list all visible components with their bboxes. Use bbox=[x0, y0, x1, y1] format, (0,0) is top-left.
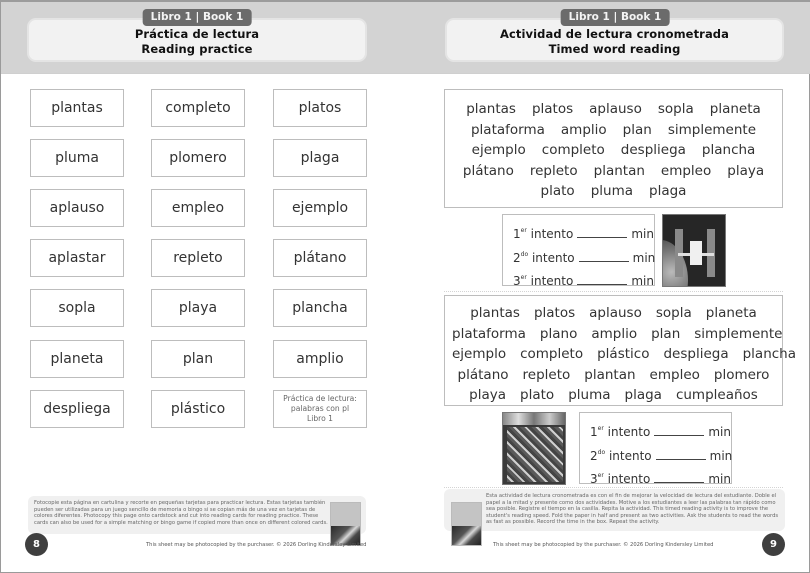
attempt-ordinal: er bbox=[597, 425, 604, 432]
attempt-number: 3 bbox=[513, 274, 521, 288]
attempt-label: intento bbox=[531, 250, 575, 265]
word-card: repleto bbox=[151, 239, 245, 277]
word: plaga bbox=[649, 183, 687, 199]
word-card: pluma bbox=[30, 139, 124, 177]
book-tab: Libro 1 | Book 1 bbox=[561, 9, 670, 26]
word: despliega bbox=[620, 142, 686, 158]
word: simplemente bbox=[667, 121, 756, 138]
attempt-unit: min bbox=[631, 227, 654, 241]
word-line bbox=[445, 120, 782, 141]
word: platos bbox=[531, 101, 574, 117]
attempt-row bbox=[590, 419, 731, 443]
left-page bbox=[1, 2, 406, 573]
copyright-notice: This sheet may be photocopied by the purchaser. © 2026 Dorling Kindersley Limited bbox=[493, 542, 714, 548]
word-card: empleo bbox=[151, 189, 245, 227]
attempt-ordinal: er bbox=[520, 274, 527, 281]
book-cover-thumbnail bbox=[330, 502, 361, 546]
word-card: ejemplo bbox=[273, 189, 367, 227]
time-blank[interactable] bbox=[577, 275, 627, 285]
word-card: platos bbox=[273, 89, 367, 127]
attempt-number: 2 bbox=[590, 448, 598, 463]
attempt-row bbox=[513, 268, 654, 292]
timed-word-block-2 bbox=[444, 295, 797, 406]
timed-word-block-1 bbox=[444, 89, 783, 208]
book-tab: Libro 1 | Book 1 bbox=[143, 9, 252, 26]
time-blank[interactable] bbox=[656, 450, 706, 460]
fold-line bbox=[444, 291, 783, 292]
instructions-text: Esta actividad de lectura cronometrada es con el fin de mejorar la velocidad de lectura del estudiante. Doble el papel a la mitad y presente como dos actividades. Motive a los estudiantes a leer las palabras tan rápido como sea posible. Registre el tiempo en la casilla. Repita la actividad. This timed reading activity is to improve the student's reading speed. Fold the paper in half and present as two activities. Ask the students to read the words as fast as possible. Record the time in the box. Repeat the activity. bbox=[486, 493, 779, 526]
word: playa bbox=[469, 387, 507, 403]
attempt-label: intento bbox=[607, 425, 651, 439]
word-line bbox=[445, 344, 797, 365]
page-title-en: Timed word reading bbox=[548, 42, 681, 56]
word: plano bbox=[539, 325, 578, 342]
word: simplemente bbox=[694, 325, 783, 342]
right-page bbox=[406, 2, 810, 573]
word: plan bbox=[622, 121, 652, 138]
page-title-en: Reading practice bbox=[141, 42, 253, 56]
attempt-unit: min bbox=[709, 448, 733, 463]
instructions-text: Fotocopie esta página en cartulina y recorte en pequeñas tarjetas para practicar lectura. Estas tarjetas también pueden ser utilizadas para un juego sencillo de memoria o bingo si se copian más de una vez en tarjetas de colores diferentes. Photocopy this page onto cardstock and cut into reading cards for reading practice. These cards can also be used for a simple matching or bingo game if copied more than once on different colored cards. bbox=[34, 500, 328, 526]
word: pluma bbox=[568, 387, 611, 403]
word: repleto bbox=[529, 162, 578, 179]
word: plantas bbox=[466, 101, 516, 117]
word: repleto bbox=[522, 366, 571, 383]
word-line bbox=[445, 99, 782, 120]
attempt-row bbox=[590, 443, 731, 467]
time-blank[interactable] bbox=[579, 252, 629, 262]
page-number: 9 bbox=[762, 533, 785, 556]
attempt-ordinal: er bbox=[597, 472, 604, 479]
word: plataforma bbox=[470, 121, 545, 138]
label-card-line: palabras con pl bbox=[290, 404, 350, 413]
attempt-ordinal: do bbox=[520, 250, 529, 258]
word: playa bbox=[727, 162, 765, 179]
word: empleo bbox=[660, 162, 712, 179]
word: plantan bbox=[593, 162, 645, 179]
instructions-box bbox=[444, 489, 785, 531]
word: completo bbox=[541, 142, 605, 158]
attempt-number: 1 bbox=[590, 425, 598, 439]
attempt-unit: min bbox=[632, 250, 656, 265]
word: plancha bbox=[742, 346, 797, 362]
word-card: plan bbox=[151, 340, 245, 378]
word-line bbox=[445, 324, 782, 345]
word: plátano bbox=[462, 162, 514, 179]
attempt-row bbox=[513, 245, 654, 269]
word: planeta bbox=[705, 305, 757, 321]
word-card: completo bbox=[151, 89, 245, 127]
attempt-label: intento bbox=[608, 448, 652, 463]
word: completo bbox=[520, 346, 584, 362]
word: plataforma bbox=[452, 325, 526, 342]
attempt-number: 2 bbox=[513, 250, 521, 265]
page-number: 8 bbox=[25, 533, 48, 556]
divider bbox=[444, 487, 783, 488]
word: amplio bbox=[560, 121, 607, 138]
time-blank[interactable] bbox=[654, 473, 704, 483]
word: plato bbox=[540, 183, 575, 199]
time-blank[interactable] bbox=[654, 426, 704, 436]
word: sopla bbox=[657, 101, 694, 117]
word: empleo bbox=[649, 366, 700, 383]
word-card: playa bbox=[151, 289, 245, 327]
word: plantan bbox=[584, 366, 636, 383]
word: aplauso bbox=[589, 101, 642, 117]
attempt-unit: min bbox=[631, 274, 654, 288]
attempt-label: intento bbox=[530, 227, 574, 241]
attempt-label: intento bbox=[530, 274, 574, 288]
word-card: plantas bbox=[30, 89, 124, 127]
word-line bbox=[445, 161, 782, 182]
word-line bbox=[445, 140, 782, 161]
word: pluma bbox=[590, 183, 634, 199]
page-title-es: Práctica de lectura bbox=[134, 27, 260, 41]
word: sopla bbox=[655, 305, 692, 321]
word-card: amplio bbox=[273, 340, 367, 378]
word-line bbox=[445, 385, 782, 406]
word: amplio bbox=[591, 325, 638, 342]
label-card-line: Libro 1 bbox=[306, 414, 333, 423]
space-station-photo bbox=[662, 214, 726, 287]
word: plato bbox=[520, 387, 555, 403]
word: platos bbox=[533, 305, 576, 321]
word: plan bbox=[651, 325, 681, 342]
word: despliega bbox=[663, 346, 729, 362]
word: ejemplo bbox=[452, 346, 507, 362]
attempts-box-2 bbox=[579, 412, 732, 484]
attempt-unit: min bbox=[708, 425, 731, 439]
word: plaga bbox=[624, 387, 662, 403]
attempt-unit: min bbox=[708, 472, 731, 486]
page-title-es: Actividad de lectura cronometrada bbox=[499, 27, 729, 41]
word-card: plástico bbox=[151, 390, 245, 428]
word-card: plaga bbox=[273, 139, 367, 177]
word-card: despliega bbox=[30, 390, 124, 428]
word: plástico bbox=[597, 346, 650, 362]
attempt-row bbox=[513, 221, 654, 245]
word-card: plomero bbox=[151, 139, 245, 177]
word-card: aplauso bbox=[30, 189, 124, 227]
attempt-row bbox=[590, 466, 731, 490]
attempt-number: 3 bbox=[590, 472, 598, 486]
attempt-number: 1 bbox=[513, 227, 521, 241]
word: aplauso bbox=[589, 305, 642, 321]
word: plancha bbox=[701, 142, 756, 158]
word: plantas bbox=[470, 305, 520, 321]
word-line bbox=[445, 365, 782, 386]
word-card: sopla bbox=[30, 289, 124, 327]
attempt-label: intento bbox=[607, 472, 651, 486]
word-card: plancha bbox=[273, 289, 367, 327]
word-line bbox=[445, 303, 782, 324]
word-card: planeta bbox=[30, 340, 124, 378]
word: cumpleaños bbox=[675, 387, 758, 403]
word-card: aplastar bbox=[30, 239, 124, 277]
book-cover-thumbnail bbox=[451, 502, 482, 546]
lab-equipment-photo bbox=[502, 412, 566, 485]
attempt-ordinal: do bbox=[597, 448, 606, 456]
attempt-ordinal: er bbox=[520, 227, 527, 234]
label-card-line: Práctica de lectura: bbox=[283, 394, 357, 403]
word-line bbox=[445, 181, 782, 202]
time-blank[interactable] bbox=[577, 228, 627, 238]
instructions-box bbox=[28, 496, 366, 534]
copyright-notice: This sheet may be photocopied by the purchaser. © 2026 Dorling Kindersley Limited bbox=[146, 542, 367, 548]
word: planeta bbox=[709, 101, 761, 117]
word: plátano bbox=[457, 366, 509, 383]
word: plomero bbox=[713, 366, 770, 383]
word: ejemplo bbox=[471, 142, 526, 158]
word-card: plátano bbox=[273, 239, 367, 277]
attempts-box-1 bbox=[502, 214, 655, 286]
label-card bbox=[273, 390, 367, 428]
